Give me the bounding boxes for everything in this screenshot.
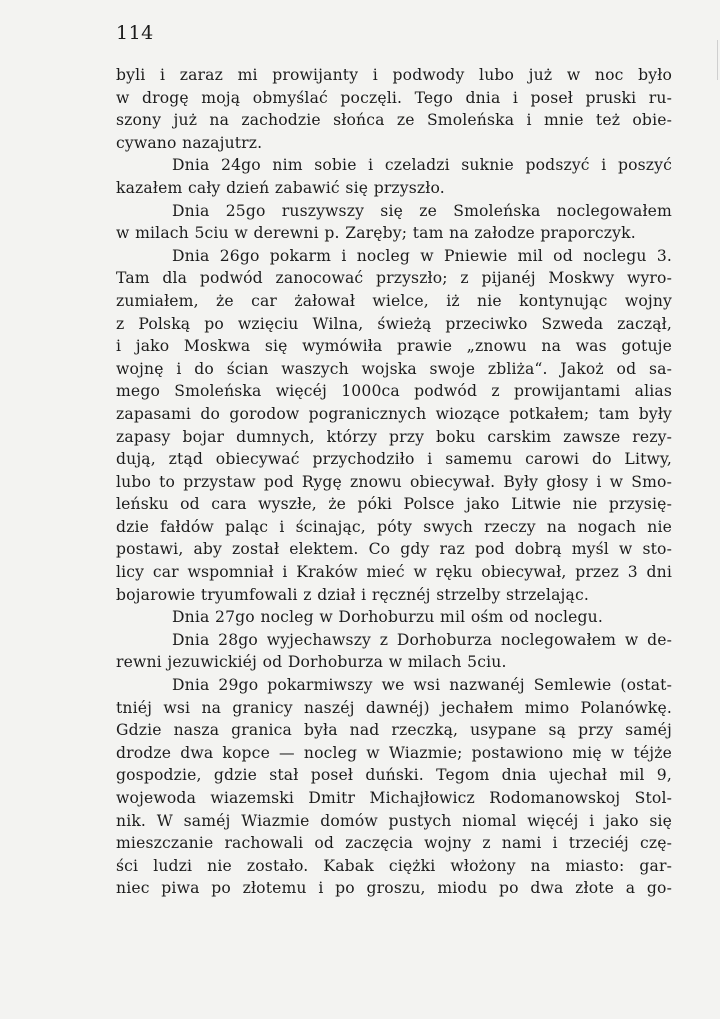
text-line: tniéj wsi na granicy naszéj dawnéj) jechałem mimo Polanówkę. — [116, 698, 672, 717]
text-line: wojnę i do ścian waszych wojska swoje zbliża“. Jakoż od sa- — [116, 359, 672, 378]
text-line: byli i zaraz mi prowijanty i podwody lubo już w noc było — [116, 66, 672, 84]
text-line: z Polską po wzięciu Wilna, świeżą przeciwko Szweda zaczął, — [116, 314, 672, 333]
text-line: postawi, aby został elektem. Co gdy raz pod dobrą myśl w sto- — [116, 540, 672, 559]
text-line: i jako Moskwa się wymówiła prawie „znowu na was gotuje — [116, 337, 672, 356]
text-line: gospodzie, gdzie stał poseł duński. Tegom dnia ujechał mil 9, — [116, 766, 672, 785]
text-line: Dnia 24go nim sobie i czeladzi suknie podszyć i poszyć — [172, 156, 672, 175]
text-line: mieszczanie rachowali od zaczęcia wojny z nami i trzeciéj czę- — [116, 834, 672, 853]
page-number: 114 — [116, 22, 154, 44]
text-line: Gdzie nasza granica była nad rzeczką, usypane są przy saméj — [116, 721, 672, 740]
text-line: w drogę moją obmyślać poczęli. Tego dnia i poseł pruski ru- — [116, 88, 672, 107]
text-line: niec piwa po złotemu i po groszu, miodu po dwa złote a go- — [116, 879, 672, 898]
text-line: lubo to przystaw pod Rygę znowu obiecywał. Były głosy i w Smo- — [116, 472, 672, 491]
text-line: licy car wspomniał i Kraków mieć w ręku obiecywał, przez 3 dni — [116, 563, 672, 582]
text-line: Tam dla podwód zanocować przyszło; z pijanéj Moskwy wyro- — [116, 269, 672, 288]
text-line: szony już na zachodzie słońca ze Smoleńska i mnie też obie- — [116, 111, 672, 130]
text-line: zapasami do gorodow pogranicznych wiozące potkałem; tam były — [116, 404, 672, 423]
text-line: nik. W saméj Wiazmie domów pustych niomal więcéj i jako się — [116, 811, 672, 830]
text-line: Dnia 25go ruszywszy się ze Smoleńska noclegowałem — [172, 201, 672, 220]
body-text — [116, 64, 672, 900]
text-line: Dnia 29go pokarmiwszy we wsi nazwanéj Semlewie (ostat- — [172, 676, 672, 695]
text-block — [116, 64, 672, 900]
text-line: kazałem cały dzień zabawić się przyszło. — [116, 178, 445, 197]
text-line: Dnia 28go wyjechawszy z Dorhoburza noclegowałem w de- — [172, 630, 672, 649]
text-line: drodze dwa kopce — nocleg w Wiazmie; postawiono mię w téjże — [116, 743, 672, 762]
text-line: mego Smoleńska więcéj 1000ca podwód z prowijantami alias — [116, 382, 672, 401]
text-line: dują, ztąd obiecywać przychodziło i samemu carowi do Litwy, — [116, 450, 672, 469]
text-line: dzie fałdów paląc i ścinając, póty swych rzeczy na nogach nie — [116, 517, 672, 536]
text-line: leńsku od cara wyszłe, że póki Polsce jako Litwie nie przysię- — [116, 495, 672, 514]
text-line: Dnia 26go pokarm i nocleg w Pniewie mil od noclegu 3. — [172, 246, 672, 265]
text-line: zapasy bojar dumnych, którzy przy boku carskim zawsze rezy- — [116, 427, 672, 446]
text-line: bojarowie tryumfowali z dział i ręcznéj strzelby strzelając. — [116, 585, 589, 604]
text-line: zumiałem, że car żałował wielce, iż nie kontynując wojny — [116, 291, 672, 310]
text-line: Dnia 27go nocleg w Dorhoburzu mil ośm od noclegu. — [172, 608, 603, 627]
text-line: ści ludzi nie zostało. Kabak ciężki włożony na miasto: gar- — [116, 856, 672, 875]
text-line: w milach 5ciu w derewni p. Zaręby; tam na załodze praporczyk. — [116, 224, 636, 243]
text-line: rewni jezuwickiéj od Dorhoburza w milach 5ciu. — [116, 653, 507, 672]
text-line: wojewoda wiazemski Dmitr Michajłowicz Rodomanowskoj Stol- — [116, 789, 672, 807]
page-edge-shadow — [717, 40, 718, 80]
text-line: cywano nazajutrz. — [116, 133, 263, 152]
